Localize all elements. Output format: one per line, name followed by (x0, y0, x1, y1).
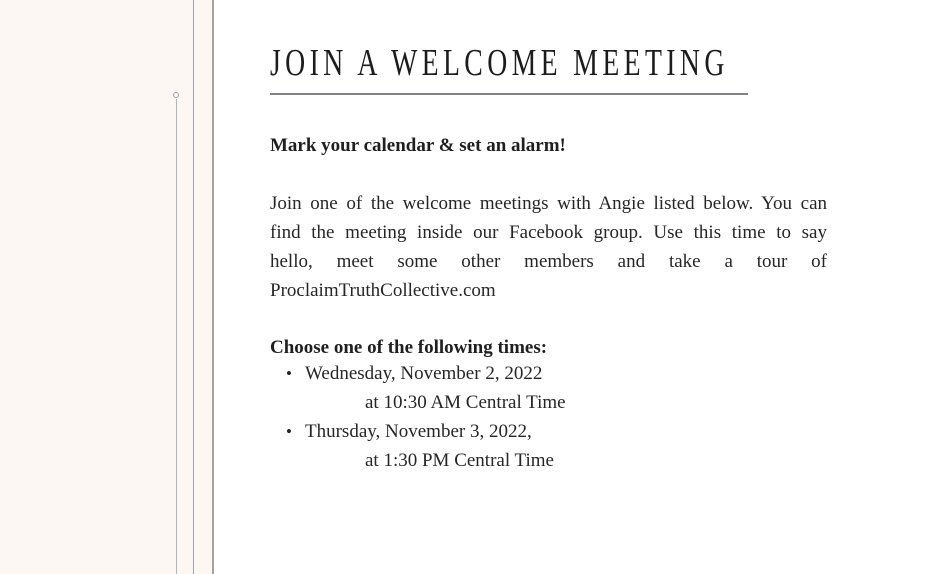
intro-paragraph (270, 189, 827, 305)
left-margin-panel (0, 0, 212, 574)
meeting-date: Thursday, November 3, 2022, (305, 421, 532, 442)
website-url-text: ProclaimTruthCollective.com (270, 280, 496, 301)
times-heading: Choose one of the following times: (270, 337, 548, 358)
calendar-alert-heading: Mark your calendar & set an alarm! (270, 135, 566, 156)
bullet-icon: • (286, 364, 292, 383)
bullet-icon: • (286, 422, 292, 441)
inner-guide-line (193, 0, 194, 574)
title-underline-rule (270, 93, 748, 95)
meeting-list-item (270, 359, 827, 388)
meeting-list-item (270, 417, 827, 446)
paragraph-line: hello, meet some other members and take a tour of (270, 251, 827, 272)
meeting-times-list (270, 359, 827, 475)
paragraph-line: Join one of the welcome meetings with Angie listed below. You can (270, 193, 827, 214)
page-edge-line (212, 0, 214, 574)
meeting-time: at 10:30 AM Central Time (365, 392, 566, 413)
paragraph-line: find the meeting inside our Facebook group. Use this time to say (270, 222, 827, 243)
thin-guide-line (176, 99, 177, 574)
guide-line-end-circle-icon (173, 92, 179, 98)
meeting-date: Wednesday, November 2, 2022 (305, 363, 543, 384)
meeting-time: at 1:30 PM Central Time (365, 450, 554, 471)
page-title: JOIN A WELCOME MEETING (270, 42, 729, 84)
